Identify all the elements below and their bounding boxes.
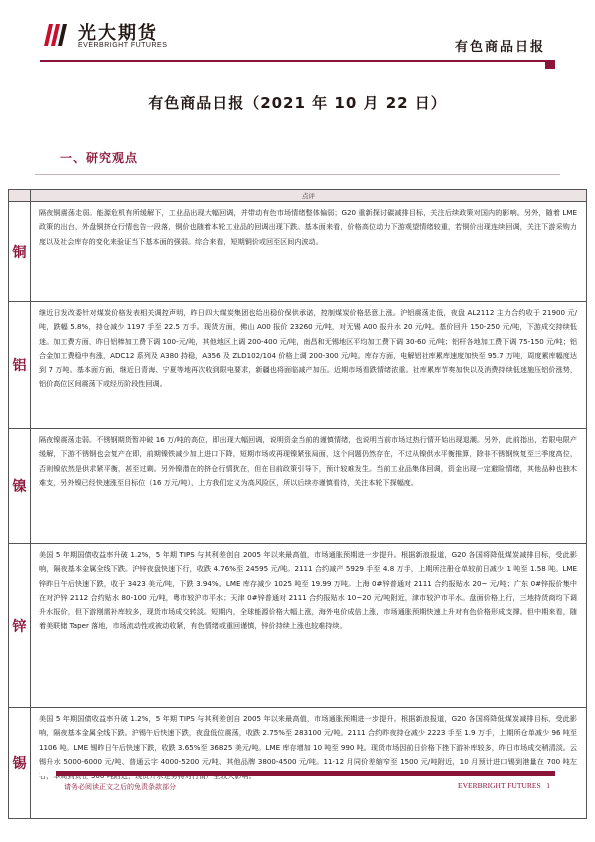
metal-comment: 隔夜镍震荡走弱。不锈钢期货暂冲破 16 万/吨的高位，即出现大幅回调，说明资金当前的谨慎情绪，也说明当前市场过热行情开始出现退潮。另外，此前指出，若限电限产缓解，下游不锈钢也会复产在即，前期镍铁减少加上进口下降，短期市场或再现镍紧张局面，这个问题仍然存在，不过从镍供水平衡推算，除非不锈钢恢复至三季度高位，否则镍依然是供求紧平衡，甚至过剩。另外镍潜在的挤仓行情犹在，但在目前政策引导下，预计较难发生。当前工业品集体回调，资金出现一定避险情绪，其他品种也独木难支，另外镍已经快速涨至目标位（16 万元/吨），上方我们定义为高风险区，所以后续亦谨慎看待，关注本轮下探幅度。 bbox=[39, 435, 577, 487]
table-header-metal-cell bbox=[9, 190, 31, 201]
metal-label: 锌 bbox=[9, 544, 31, 707]
everbright-logo-icon bbox=[40, 20, 70, 50]
table-row-nickel bbox=[9, 429, 586, 544]
metal-label: 锡 bbox=[9, 708, 31, 818]
header-divider-accent bbox=[545, 62, 555, 69]
metal-comment: 美国 5 年期国债收益率升破 1.2%，5 年期 TIPS 与其利差创自 2005 年以来最高值，市场通胀预期进一步提升。根据新浪报道，G20 各国将降低煤炭减排目标，受此影响，隔夜基本金属全线下跌。沪锡午后快速下跌，夜盘低位震荡，收跌 2.75%至 283100 元/吨。2111 合约昨夜持仓减少 2223 手至 1.9 万手，上期所仓单减少 96 吨至 1106 吨。LME 锡昨日午后快速下跌，收跌 3.65%至 36825 美元/吨。LME 库存增加 10 吨至 990 吨。现货市场因前日价格下挫下游补库较多，昨日市场成交稍清淡。云锡升水 5000-6000 元/吨、普通云字 4000-5200 元/吨、其他品牌 3800-4500 元/吨。11-12 月同价差缩窄至 1500 元/吨附近，10 月预计进口锡到港量在 700 吨左 bbox=[39, 714, 577, 766]
table-row-aluminium bbox=[9, 302, 586, 429]
footer-divider bbox=[40, 771, 555, 776]
logo-english-name: EVERBRIGHT FUTURES bbox=[78, 42, 168, 49]
section-title: 一、研究观点 bbox=[60, 151, 139, 165]
footer-company: EVERBRIGHT FUTURES bbox=[458, 781, 541, 790]
table-row-copper bbox=[9, 202, 586, 302]
report-name: 有色商品日报 bbox=[454, 40, 545, 55]
table-header bbox=[9, 190, 586, 202]
metal-comment: 隔夜铜震荡走弱。能源危机有所缓解下，工业品出现大幅回调，并带动有色市场情绪整体偏弱；G20 重新探讨碳减排目标，关注后续政策对国内的影响。另外，随着 LME 政策的出台，外盘铜挤仓行情也告一段落，铜价也随着本轮工业品的回调出现下跌。基本面来看，价格高位动力下游观望情绪较重，若铜价出现连续回调，关注下游采购力度以及社会库存的变化来验证当下基本面的强弱。综合来看，短期铜价或回至区间内波动。 bbox=[39, 208, 577, 246]
logo-chinese-name: 光大期货 bbox=[78, 23, 158, 44]
metal-label: 铜 bbox=[9, 202, 31, 301]
section-divider bbox=[35, 174, 560, 175]
footer-divider-notch bbox=[40, 771, 56, 776]
commentary-table bbox=[8, 189, 587, 819]
table-row-zinc bbox=[9, 544, 586, 708]
table-header-comment-label: 点评 bbox=[302, 192, 315, 200]
table-row-tin bbox=[9, 708, 586, 818]
footer-disclaimer: 请务必阅读正文之后的免责条款部分 bbox=[64, 783, 176, 791]
header-divider bbox=[40, 60, 555, 62]
footer-company-page bbox=[458, 781, 550, 790]
page-number: 1 bbox=[546, 781, 550, 790]
document-title: 有色商品日报（2021 年 10 月 22 日） bbox=[148, 94, 447, 112]
metal-label: 铝 bbox=[9, 302, 31, 428]
metal-comment: 美国 5 年期国债收益率升破 1.2%，5 年期 TIPS 与其利差创自 2005 年以来最高值，市场通胀预期进一步提升。根据新浪报道，G20 各国将降低煤炭减排目标，受此影响，隔夜基本金属全线下跌。沪锌夜盘快速下行，收跌 4.76%至 24595 元/吨。2111 合约减产 5929 手至 4.8 万手，上期所注册仓单较前日减少 1 吨至 1.58 吨。LME 锌昨日午后快速下跌，收于 3423 美元/吨，下跌 3.94%。LME 库存减少 1025 吨至 19.99 万吨。上海 0#锌普通对 2111 合约报贴水 20~ 元/吨；广东 0#锌报价集中在对沪锌 2112 合约贴水 80-100 元/吨，粤市较沪市平水；天津 0#锌普通对 2111 合约报贴水 10~20 元/吨附近，津市较沪市平水。盘面价格上行，三地持货商均下调升水报价，但下游刚需补库较多，现货市场成交转淡。短期内，全球能源价格大幅上涨，海外电价成倍上涨，市场通胀预期快速上升对有色价格形成支撑。但中期来看，随着美联储 Taper 落地，市场流动性或被动收紧，有色情绪或重回谨慎，锌价持续上涨也较难持续。 bbox=[39, 550, 577, 631]
page-header bbox=[0, 0, 595, 70]
metal-label: 镍 bbox=[9, 429, 31, 543]
metal-comment: 继近日发改委针对煤炭价格发表相关调控声明，昨日四大煤炭集团也给出稳价保供承诺，控制煤炭价格恶意上涨。沪铝震荡走低，夜盘 AL2112 主力合约收于 21900 元/吨，跌幅 5.8%，持仓减少 1197 手至 22.5 万手。现货方面，佛山 A00 报价 23260 元/吨，对无锡 A00 报升水 20 元/吨。基价回升 150-250 元/吨，下游成交持续低迷。加工费方面，昨日铝棒加工费下调 100-元/吨，其他地区上调 200-400 元/吨，南昌和无锡地区平均加工费下调 30-60 元/吨；铝杆各地加工费下调 75-150 元/吨；铝合金加工费稳中有涨，ADC12 系列及 A380 持稳，A356 及 ZLD102/104 价格上调 200-300 元/吨。库存方面，电解铝社库累库速度加快至 95.7 万吨，周度累库幅度达到 7 万吨。基本面方面，继近日青海、宁夏等地再次收到限电要求，新疆也将面临减产加压。近期市场看跌情绪浓重。社库累库节奏加快以及消费持续低迷施压铝价涨势，铝价高位区间震荡下或经历阶段性回调。 bbox=[39, 308, 577, 389]
